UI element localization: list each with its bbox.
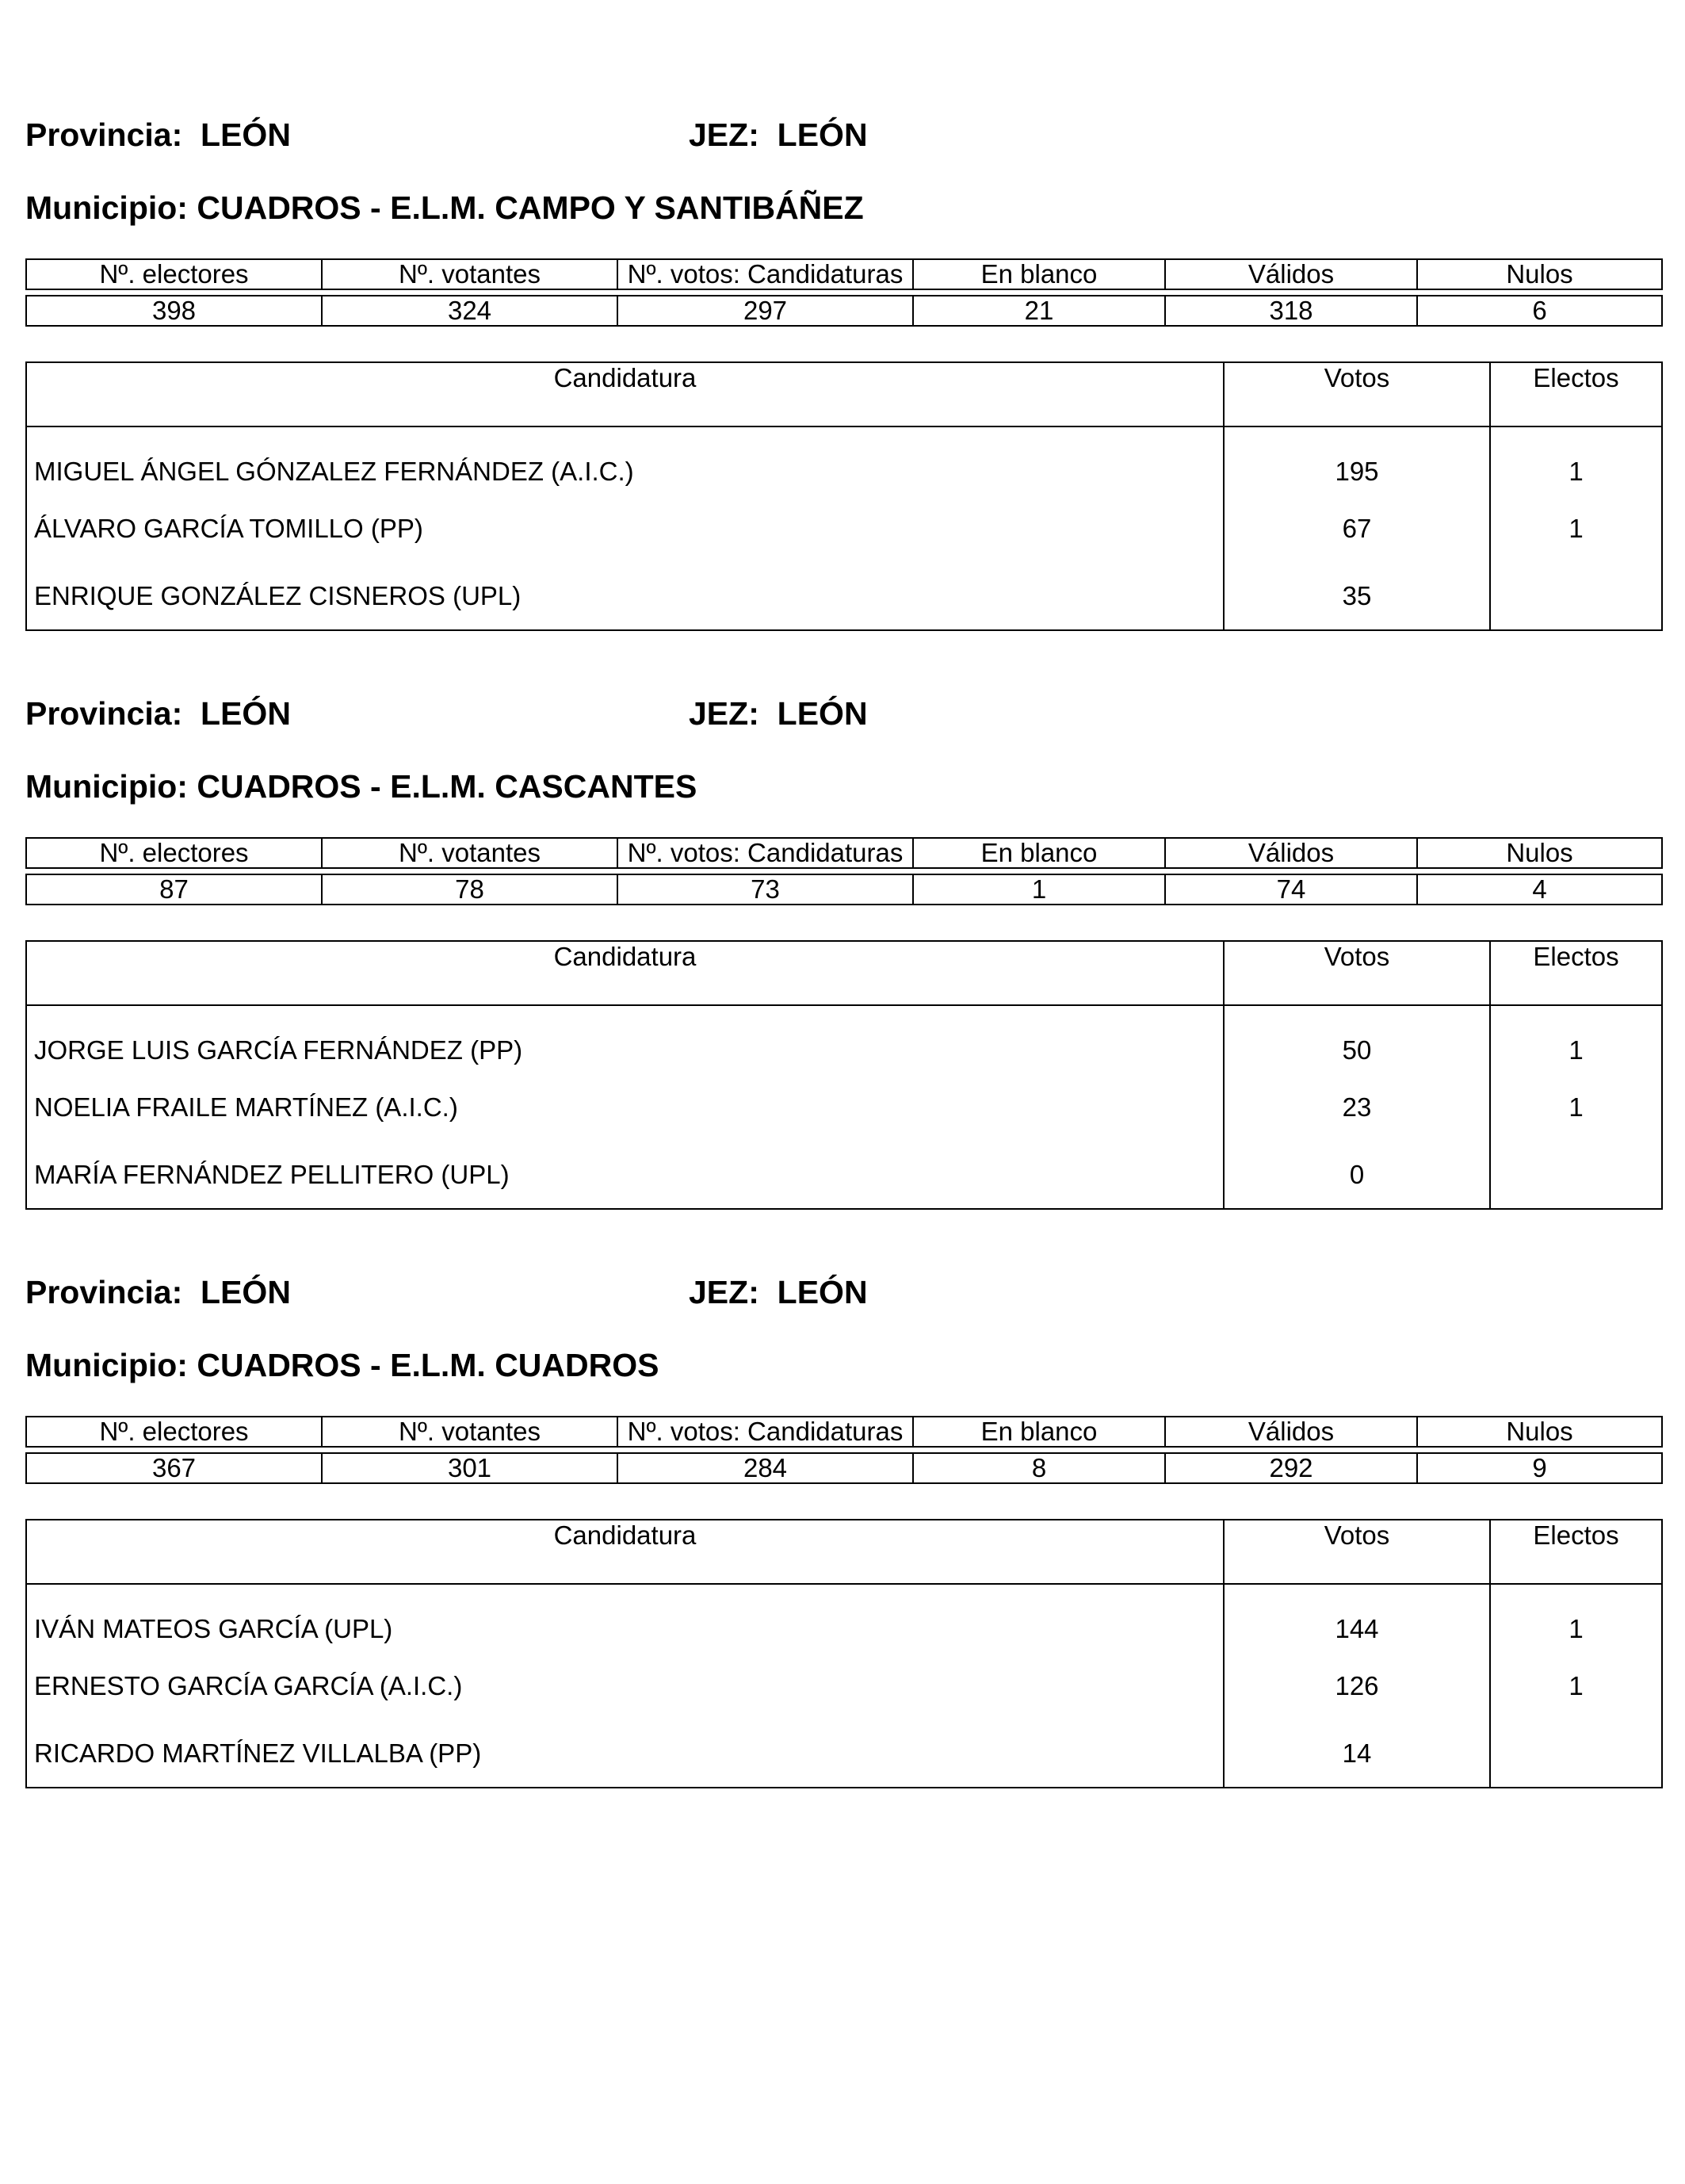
jez-value: LEÓN [777, 117, 868, 153]
stats-header-row [26, 838, 1662, 868]
candidate-name: MARÍA FERNÁNDEZ PELLITERO (UPL) [26, 1141, 1224, 1209]
stat-value: 6 [1417, 296, 1662, 326]
stat-value: 78 [322, 874, 617, 905]
candidates-table [25, 940, 1663, 1210]
candidate-name: ERNESTO GARCÍA GARCÍA (A.I.C.) [26, 1652, 1224, 1719]
municipio-section [25, 111, 1661, 610]
candidate-row [26, 562, 1662, 630]
jez-line: JEZ: LEÓN [689, 117, 868, 153]
candidate-votos: 0 [1224, 1141, 1490, 1209]
stat-value: 324 [322, 296, 617, 326]
candidate-row [26, 1141, 1662, 1209]
municipio-title: Municipio: CUADROS - E.L.M. CASCANTES [25, 768, 697, 805]
candidate-row [26, 1652, 1662, 1719]
jez-value: LEÓN [777, 1274, 868, 1310]
candidate-electos [1490, 562, 1662, 630]
candidate-name: MIGUEL ÁNGEL GÓNZALEZ FERNÁNDEZ (A.I.C.) [26, 426, 1224, 495]
candidates-header-row [26, 941, 1662, 1005]
stat-header: Nº. votantes [322, 838, 617, 868]
candidate-name: ENRIQUE GONZÁLEZ CISNEROS (UPL) [26, 562, 1224, 630]
stat-header: Nº. votantes [322, 259, 617, 289]
stat-header: Nº. electores [26, 838, 322, 868]
stats-header-row [26, 1417, 1662, 1447]
candidatura-header: Candidatura [26, 1520, 1224, 1584]
stat-header: Válidos [1165, 259, 1417, 289]
candidate-electos: 1 [1490, 426, 1662, 495]
candidate-votos: 50 [1224, 1005, 1490, 1073]
stat-header: Nº. electores [26, 1417, 322, 1447]
stat-value: 1 [913, 874, 1165, 905]
section-header [25, 111, 1661, 159]
stat-value: 73 [617, 874, 913, 905]
stat-header: Nulos [1417, 838, 1662, 868]
stat-header: En blanco [913, 838, 1165, 868]
stat-header: Nulos [1417, 1417, 1662, 1447]
stat-header: Nº. electores [26, 259, 322, 289]
electos-header: Electos [1490, 362, 1662, 426]
provincia-line: Provincia: LEÓN [25, 1274, 291, 1310]
stats-value-row [26, 296, 1662, 326]
municipio-section [25, 690, 1661, 1189]
provincia-value: LEÓN [201, 1274, 291, 1310]
stat-header: Válidos [1165, 838, 1417, 868]
votos-header: Votos [1224, 362, 1490, 426]
stat-header: Nº. votos: Candidaturas [617, 259, 913, 289]
candidate-name: ÁLVARO GARCÍA TOMILLO (PP) [26, 495, 1224, 562]
candidate-row [26, 495, 1662, 562]
stat-header: En blanco [913, 259, 1165, 289]
municipio-value: CUADROS - E.L.M. CAMPO Y SANTIBÁÑEZ [197, 189, 864, 226]
stat-value: 318 [1165, 296, 1417, 326]
candidate-votos: 195 [1224, 426, 1490, 495]
candidate-electos: 1 [1490, 1005, 1662, 1073]
candidate-name: RICARDO MARTÍNEZ VILLALBA (PP) [26, 1719, 1224, 1788]
stats-table [25, 837, 1663, 905]
candidate-votos: 144 [1224, 1584, 1490, 1652]
section-header [25, 690, 1661, 737]
candidate-row [26, 426, 1662, 495]
candidate-votos: 35 [1224, 562, 1490, 630]
municipio-title: Municipio: CUADROS - E.L.M. CUADROS [25, 1347, 659, 1383]
provincia-value: LEÓN [201, 117, 291, 153]
stats-table [25, 258, 1663, 327]
stats-value-row [26, 874, 1662, 905]
jez-line: JEZ: LEÓN [689, 1274, 868, 1310]
stat-value: 9 [1417, 1453, 1662, 1483]
candidatura-header: Candidatura [26, 362, 1224, 426]
stats-header-row [26, 259, 1662, 289]
candidates-table [25, 1519, 1663, 1788]
stat-value: 367 [26, 1453, 322, 1483]
stat-value: 87 [26, 874, 322, 905]
stats-table [25, 1416, 1663, 1484]
candidatura-header: Candidatura [26, 941, 1224, 1005]
jez-line: JEZ: LEÓN [689, 695, 868, 732]
stat-value: 8 [913, 1453, 1165, 1483]
stat-value: 284 [617, 1453, 913, 1483]
candidate-electos: 1 [1490, 1584, 1662, 1652]
section-header [25, 1268, 1661, 1316]
candidate-row [26, 1719, 1662, 1788]
candidate-electos: 1 [1490, 495, 1662, 562]
candidate-name: JORGE LUIS GARCÍA FERNÁNDEZ (PP) [26, 1005, 1224, 1073]
provincia-line: Provincia: LEÓN [25, 695, 291, 732]
stat-value: 21 [913, 296, 1165, 326]
municipio-value: CUADROS - E.L.M. CUADROS [197, 1347, 659, 1383]
stat-header: Válidos [1165, 1417, 1417, 1447]
candidate-row [26, 1584, 1662, 1652]
stat-value: 74 [1165, 874, 1417, 905]
stat-value: 301 [322, 1453, 617, 1483]
electos-header: Electos [1490, 941, 1662, 1005]
candidates-header-row [26, 1520, 1662, 1584]
candidate-row [26, 1073, 1662, 1141]
stat-header: Nulos [1417, 259, 1662, 289]
provincia-line: Provincia: LEÓN [25, 117, 291, 153]
stat-value: 398 [26, 296, 322, 326]
votos-header: Votos [1224, 1520, 1490, 1584]
candidate-votos: 14 [1224, 1719, 1490, 1788]
candidate-name: IVÁN MATEOS GARCÍA (UPL) [26, 1584, 1224, 1652]
stat-value: 292 [1165, 1453, 1417, 1483]
candidate-electos: 1 [1490, 1652, 1662, 1719]
stat-header: Nº. votos: Candidaturas [617, 838, 913, 868]
stat-value: 4 [1417, 874, 1662, 905]
stat-header: Nº. votantes [322, 1417, 617, 1447]
candidate-votos: 126 [1224, 1652, 1490, 1719]
provincia-value: LEÓN [201, 695, 291, 732]
municipio-section [25, 1268, 1661, 1768]
candidate-name: NOELIA FRAILE MARTÍNEZ (A.I.C.) [26, 1073, 1224, 1141]
jez-value: LEÓN [777, 695, 868, 732]
candidate-electos [1490, 1719, 1662, 1788]
municipio-value: CUADROS - E.L.M. CASCANTES [197, 768, 697, 805]
candidate-votos: 67 [1224, 495, 1490, 562]
stats-value-row [26, 1453, 1662, 1483]
candidates-table [25, 361, 1663, 631]
candidate-votos: 23 [1224, 1073, 1490, 1141]
stat-value: 297 [617, 296, 913, 326]
candidate-electos [1490, 1141, 1662, 1209]
candidate-row [26, 1005, 1662, 1073]
electos-header: Electos [1490, 1520, 1662, 1584]
candidate-electos: 1 [1490, 1073, 1662, 1141]
municipio-title: Municipio: CUADROS - E.L.M. CAMPO Y SANTIBÁÑEZ [25, 189, 864, 226]
candidates-header-row [26, 362, 1662, 426]
stat-header: Nº. votos: Candidaturas [617, 1417, 913, 1447]
stat-header: En blanco [913, 1417, 1165, 1447]
votos-header: Votos [1224, 941, 1490, 1005]
